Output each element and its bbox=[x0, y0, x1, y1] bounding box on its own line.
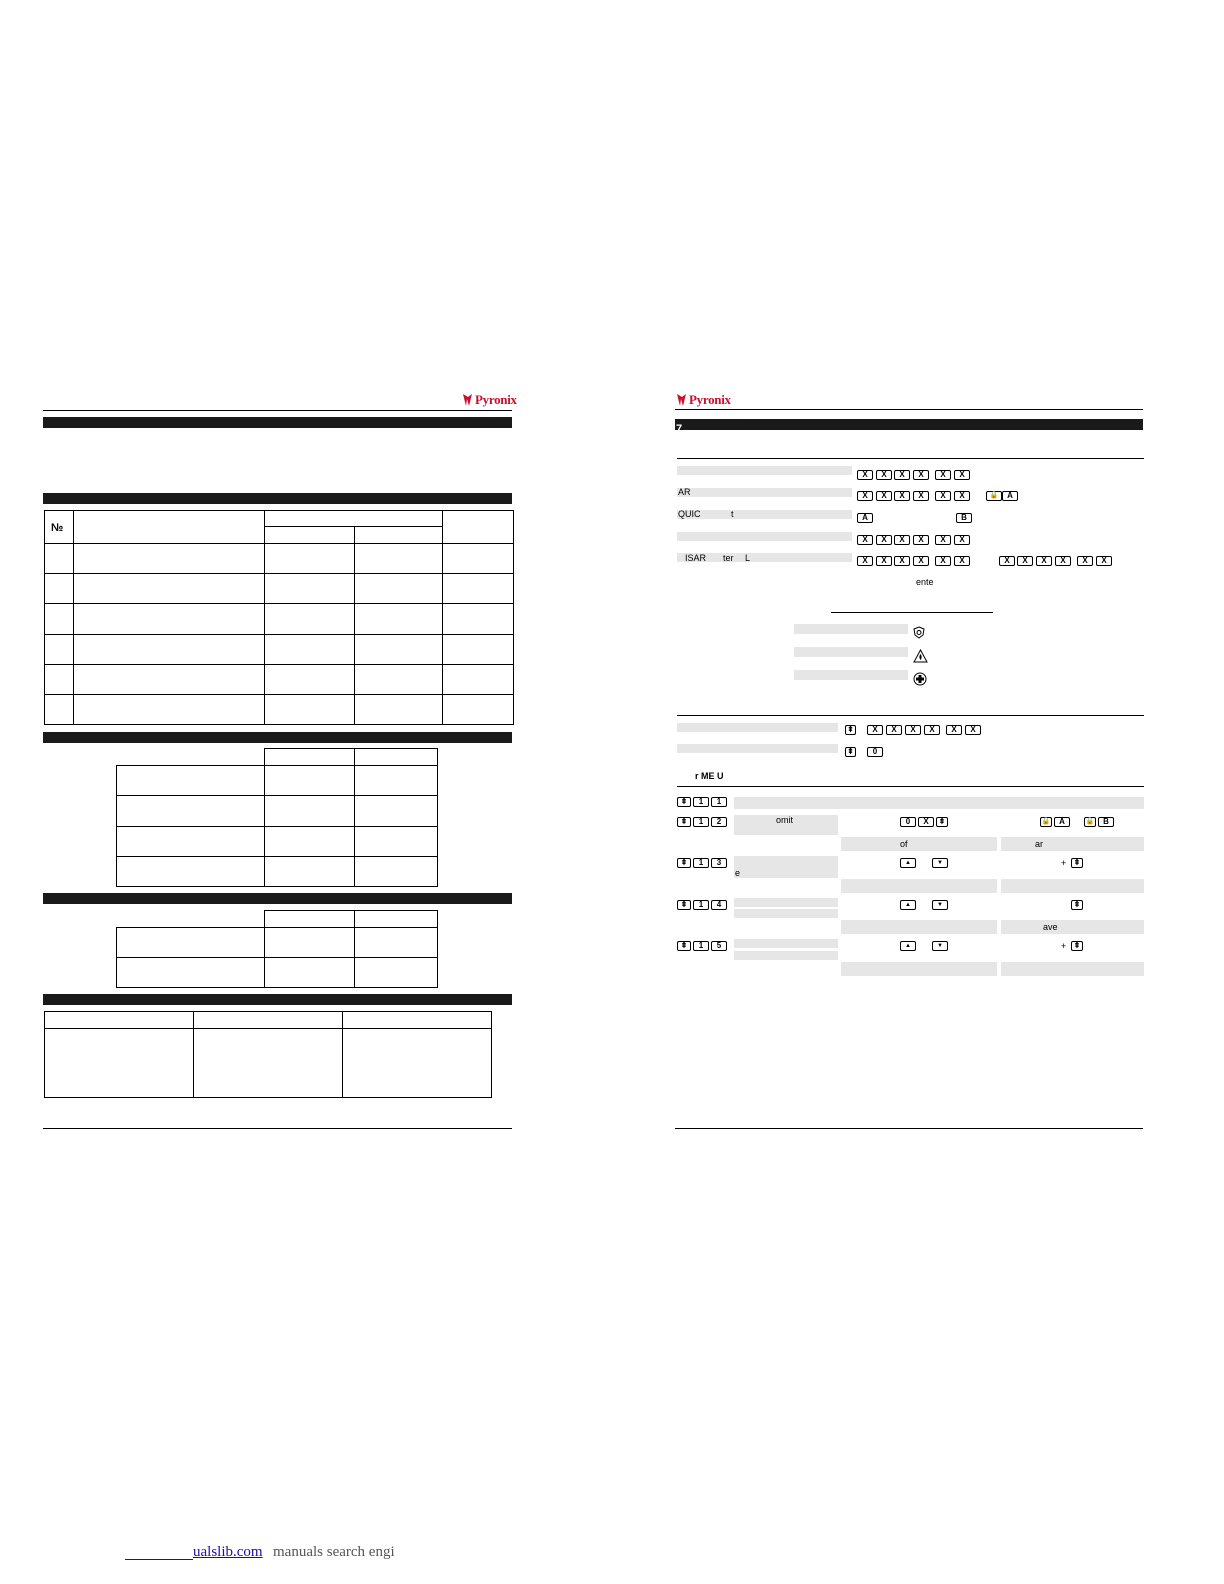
medical-cross-icon[interactable] bbox=[913, 672, 927, 686]
table-header-cell bbox=[264, 526, 355, 544]
header-rule-right bbox=[675, 409, 1143, 410]
menu-key-icon[interactable]: ⇞ bbox=[677, 858, 691, 868]
number-sign: № bbox=[51, 522, 64, 534]
x-key[interactable]: X bbox=[1077, 556, 1093, 566]
section-bar-7 bbox=[675, 419, 1143, 435]
one-key[interactable]: 1 bbox=[693, 797, 709, 807]
x-key[interactable]: X bbox=[954, 556, 970, 566]
table-header-cell bbox=[73, 510, 265, 544]
x-key[interactable]: X bbox=[876, 491, 892, 501]
brand-logo-left bbox=[462, 392, 517, 408]
brand-logo-right bbox=[676, 392, 731, 408]
x-key[interactable]: X bbox=[954, 535, 970, 545]
table-cell bbox=[193, 1028, 343, 1098]
row-label: AR bbox=[678, 487, 691, 497]
x-key[interactable]: X bbox=[954, 470, 970, 480]
label-bar bbox=[1001, 920, 1144, 934]
menu-sub-label: ar bbox=[1035, 839, 1044, 849]
label-bar bbox=[677, 744, 838, 753]
table-cell bbox=[264, 543, 355, 574]
footer-rule-right bbox=[675, 1128, 1143, 1129]
lock-icon[interactable]: 🔒 bbox=[1085, 818, 1095, 825]
label-bar bbox=[734, 898, 838, 907]
down-key[interactable]: ▼ bbox=[932, 900, 948, 910]
one-key[interactable]: 1 bbox=[711, 797, 727, 807]
footer-rule-left bbox=[43, 1128, 512, 1129]
section-bar-2 bbox=[43, 493, 512, 504]
table-cell bbox=[442, 603, 514, 635]
table-cell bbox=[354, 694, 443, 725]
menu-key-icon[interactable]: ⇞ bbox=[845, 725, 856, 735]
x-key[interactable]: X bbox=[935, 470, 951, 480]
menu-label: omit bbox=[776, 815, 794, 825]
table-header-cell bbox=[342, 1011, 492, 1029]
x-key[interactable]: X bbox=[905, 725, 921, 735]
label-bar bbox=[794, 670, 908, 680]
menu-key-icon[interactable]: ⇞ bbox=[1071, 900, 1083, 910]
x-key[interactable]: X bbox=[918, 817, 934, 827]
table-cell bbox=[73, 694, 265, 725]
table-cell bbox=[44, 694, 74, 725]
brand-name: Pyronix bbox=[475, 392, 517, 407]
menu-key-icon[interactable]: ⇞ bbox=[1071, 941, 1083, 951]
five-key[interactable]: 5 bbox=[711, 941, 727, 951]
row-label: t bbox=[731, 509, 734, 519]
table-cell bbox=[354, 634, 443, 665]
x-key[interactable]: X bbox=[886, 725, 902, 735]
table-header-cell bbox=[354, 526, 443, 544]
x-key[interactable]: X bbox=[876, 535, 892, 545]
table-cell bbox=[264, 603, 355, 635]
header-rule-left bbox=[43, 410, 512, 411]
table-cell bbox=[354, 543, 443, 574]
table-cell bbox=[264, 856, 355, 887]
label-bar bbox=[677, 488, 852, 497]
x-key[interactable]: X bbox=[946, 725, 962, 735]
up-key[interactable]: ▲ bbox=[900, 941, 916, 951]
x-key[interactable]: X bbox=[935, 556, 951, 566]
row-label: L bbox=[745, 553, 751, 563]
row-label: ter bbox=[723, 553, 734, 563]
x-key[interactable]: X bbox=[876, 470, 892, 480]
table-cell bbox=[116, 927, 265, 958]
up-key[interactable]: ▲ bbox=[900, 858, 916, 868]
x-key[interactable]: X bbox=[894, 535, 910, 545]
zero-key[interactable]: 0 bbox=[867, 747, 883, 757]
label-bar bbox=[677, 723, 838, 732]
x-key[interactable]: X bbox=[867, 725, 883, 735]
footer-tagline: manuals search engi bbox=[273, 1544, 395, 1560]
x-key[interactable]: X bbox=[913, 535, 929, 545]
plus-sign: + bbox=[1061, 858, 1067, 868]
label-bar bbox=[677, 532, 852, 541]
label-bar bbox=[794, 624, 908, 634]
table-cell bbox=[264, 634, 355, 665]
table-cell bbox=[354, 856, 438, 887]
table-cell bbox=[116, 826, 265, 857]
table-header-cell bbox=[44, 510, 74, 544]
one-key[interactable]: 1 bbox=[693, 941, 709, 951]
two-key[interactable]: 2 bbox=[711, 817, 727, 827]
table-header-cell bbox=[442, 510, 514, 544]
x-key[interactable]: X bbox=[1036, 556, 1052, 566]
label-bar bbox=[734, 951, 838, 960]
menu-key-icon[interactable]: ⇞ bbox=[936, 817, 948, 827]
table-cell bbox=[44, 573, 74, 604]
section-rule bbox=[677, 458, 1144, 459]
lock-icon[interactable]: 🔒 bbox=[986, 491, 1002, 501]
table-cell bbox=[264, 795, 355, 827]
shield-icon[interactable] bbox=[913, 626, 925, 639]
one-key[interactable]: 1 bbox=[693, 900, 709, 910]
table-cell bbox=[73, 543, 265, 574]
x-key[interactable]: X bbox=[913, 556, 929, 566]
menu-key-icon[interactable]: ⇞ bbox=[677, 817, 691, 827]
b-key[interactable]: B bbox=[956, 513, 972, 523]
b-key[interactable]: B bbox=[1098, 817, 1114, 827]
table-cell bbox=[342, 1028, 492, 1098]
section-rule bbox=[677, 786, 1144, 787]
x-key[interactable]: X bbox=[857, 491, 873, 501]
x-key[interactable]: X bbox=[894, 556, 910, 566]
row-label: ISAR bbox=[685, 553, 707, 563]
table-cell bbox=[354, 765, 438, 796]
label-bar bbox=[841, 837, 997, 851]
table-cell bbox=[442, 543, 514, 574]
table-cell bbox=[354, 957, 438, 988]
section-rule bbox=[677, 715, 1144, 716]
x-key[interactable]: X bbox=[935, 491, 951, 501]
lock-icon[interactable]: 🔒 bbox=[1041, 818, 1051, 825]
label-bar bbox=[677, 466, 852, 475]
label-bar bbox=[841, 920, 997, 934]
menu-key-icon[interactable]: ⇞ bbox=[677, 941, 691, 951]
table-cell bbox=[354, 664, 443, 695]
up-key[interactable]: ▲ bbox=[900, 900, 916, 910]
label-bar bbox=[734, 797, 1144, 809]
link-underline bbox=[125, 1559, 193, 1560]
menu-sub-label: ave bbox=[1043, 922, 1058, 932]
flame-icon bbox=[462, 393, 473, 407]
x-key[interactable]: X bbox=[924, 725, 940, 735]
label-bar bbox=[1001, 879, 1144, 893]
manualslib-link[interactable]: ualslib.com bbox=[193, 1544, 263, 1560]
section-number: 7 bbox=[676, 423, 683, 435]
table-cell bbox=[116, 765, 265, 796]
menu-key-icon[interactable]: ⇞ bbox=[1071, 858, 1083, 868]
label-bar bbox=[734, 939, 838, 948]
x-key[interactable]: X bbox=[1017, 556, 1033, 566]
label-bar bbox=[794, 647, 908, 657]
fire-icon[interactable] bbox=[913, 649, 928, 663]
table-header-cell bbox=[44, 1011, 194, 1029]
label-bar bbox=[734, 909, 838, 918]
label-bar bbox=[734, 856, 838, 878]
table-cell bbox=[354, 927, 438, 958]
table-cell bbox=[264, 573, 355, 604]
section-bar-4 bbox=[43, 893, 512, 904]
table-cell bbox=[264, 927, 355, 958]
x-key[interactable]: X bbox=[876, 556, 892, 566]
down-key[interactable]: ▼ bbox=[932, 858, 948, 868]
plus-sign: + bbox=[1061, 941, 1067, 951]
enter-note: ente bbox=[916, 577, 934, 587]
label-bar bbox=[841, 879, 997, 893]
one-key[interactable]: 1 bbox=[693, 817, 709, 827]
table-cell bbox=[264, 664, 355, 695]
a-key[interactable]: A bbox=[1054, 817, 1070, 827]
table-cell bbox=[116, 957, 265, 988]
x-key[interactable]: X bbox=[1055, 556, 1071, 566]
x-key[interactable]: X bbox=[954, 491, 970, 501]
x-key[interactable]: X bbox=[894, 470, 910, 480]
table-cell bbox=[44, 543, 74, 574]
table-cell bbox=[442, 634, 514, 665]
a-key[interactable]: A bbox=[1002, 491, 1018, 501]
table-cell bbox=[442, 664, 514, 695]
table-cell bbox=[116, 795, 265, 827]
one-key[interactable]: 1 bbox=[693, 858, 709, 868]
table-cell bbox=[44, 664, 74, 695]
menu-key-icon[interactable]: ⇞ bbox=[677, 797, 691, 807]
row-label: QUIC bbox=[678, 509, 701, 519]
three-key[interactable]: 3 bbox=[711, 858, 727, 868]
table-header-cell bbox=[264, 510, 443, 527]
table-cell bbox=[73, 634, 265, 665]
label-bar bbox=[677, 510, 852, 519]
menu-heading: r ME U bbox=[695, 771, 724, 781]
table-cell bbox=[116, 856, 265, 887]
menu-key-icon[interactable]: ⇞ bbox=[845, 747, 856, 757]
table-header-cell bbox=[193, 1011, 343, 1029]
table-header-cell bbox=[354, 748, 438, 766]
brand-name: Pyronix bbox=[689, 392, 731, 407]
section-bar-1 bbox=[43, 417, 512, 428]
section-bar-5 bbox=[43, 994, 512, 1005]
table-cell bbox=[264, 694, 355, 725]
table-cell bbox=[354, 795, 438, 827]
a-key[interactable]: A bbox=[857, 513, 873, 523]
menu-label: e bbox=[735, 868, 741, 878]
table-cell bbox=[264, 826, 355, 857]
table-cell bbox=[442, 694, 514, 725]
table-header-cell bbox=[354, 910, 438, 928]
label-bar bbox=[1001, 837, 1144, 851]
table-cell bbox=[354, 826, 438, 857]
flame-icon bbox=[676, 393, 687, 407]
divider-rule bbox=[831, 612, 993, 613]
x-key[interactable]: X bbox=[913, 491, 929, 501]
x-key[interactable]: X bbox=[857, 470, 873, 480]
table-header-cell bbox=[264, 748, 355, 766]
table-header-cell bbox=[264, 910, 355, 928]
x-key[interactable]: X bbox=[857, 535, 873, 545]
zero-key[interactable]: 0 bbox=[900, 817, 916, 827]
table-cell bbox=[44, 1028, 194, 1098]
x-key[interactable]: X bbox=[857, 556, 873, 566]
menu-key-icon[interactable]: ⇞ bbox=[677, 900, 691, 910]
table-cell bbox=[44, 634, 74, 665]
table-cell bbox=[354, 573, 443, 604]
table-cell bbox=[264, 957, 355, 988]
table-cell bbox=[73, 664, 265, 695]
table-cell bbox=[73, 603, 265, 635]
label-bar bbox=[841, 962, 997, 976]
x-key[interactable]: X bbox=[894, 491, 910, 501]
table-cell bbox=[44, 603, 74, 635]
x-key[interactable]: X bbox=[999, 556, 1015, 566]
menu-sub-label: of bbox=[900, 839, 908, 849]
x-key[interactable]: X bbox=[1096, 556, 1112, 566]
down-key[interactable]: ▼ bbox=[932, 941, 948, 951]
x-key[interactable]: X bbox=[935, 535, 951, 545]
x-key[interactable]: X bbox=[913, 470, 929, 480]
table-cell bbox=[73, 573, 265, 604]
four-key[interactable]: 4 bbox=[711, 900, 727, 910]
section-bar-3 bbox=[43, 732, 512, 743]
table-cell bbox=[442, 573, 514, 604]
table-cell bbox=[264, 765, 355, 796]
label-bar bbox=[1001, 962, 1144, 976]
table-cell bbox=[354, 603, 443, 635]
x-key[interactable]: X bbox=[965, 725, 981, 735]
